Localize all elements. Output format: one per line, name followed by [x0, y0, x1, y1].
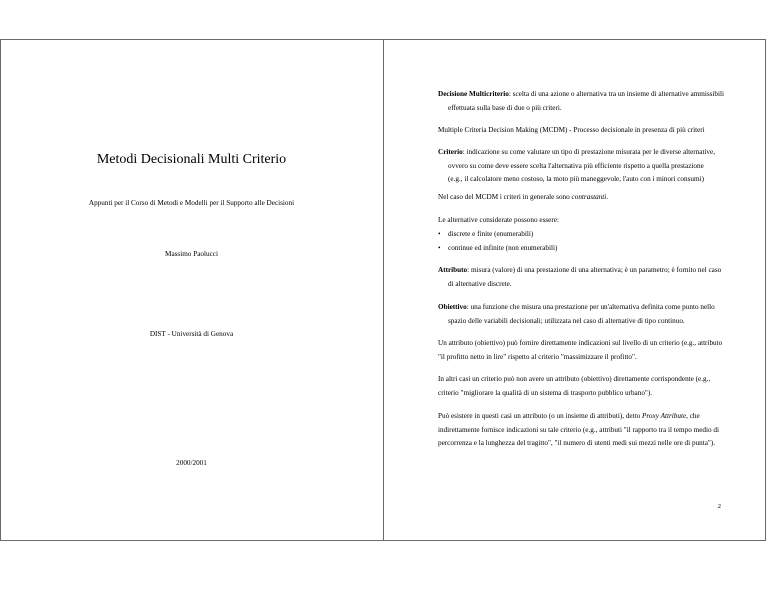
- document-title: Metodi Decisionali Multi Criterio: [96, 152, 287, 167]
- contrast-sentence: [438, 191, 728, 205]
- definition-text: di alternative discrete.: [448, 279, 512, 288]
- paragraph-text: criterio "migliorare la qualità di un sistema di trasporto pubblico urbano").: [438, 388, 653, 397]
- institution-name: DIST - Università di Genova: [149, 330, 234, 338]
- definition-text: : indicazione su come valutare un tipo di prestazione misurata per le diverse alternative,: [462, 148, 716, 156]
- paragraph-attributo-diretto: [438, 329, 728, 364]
- paragraph-text: "il profitto netto in lire" rispetto al criterio "massimizzare il profitto".: [438, 352, 637, 361]
- paragraph-proxy-attribute: [438, 410, 728, 451]
- term-attributo: Attributo: [438, 266, 468, 274]
- right-page: [384, 39, 766, 541]
- alternatives-intro: Le alternative considerate possono essere:: [438, 216, 559, 224]
- term-obiettivo: Obiettivo: [438, 303, 467, 311]
- list-item: [438, 242, 728, 256]
- paragraph-criterio-senza-attributo: [438, 373, 728, 400]
- definition-text: : scelta di una azione o alternativa tra un insieme di alternative ammissibili: [508, 90, 725, 98]
- paragraph-text: Può esistere in questi casi un attributo (o un insieme di attributi), detto: [438, 412, 643, 420]
- paragraph-text: indirettamente fornisce indicazioni su tale criterio (e.g., attributi "il rapporto tra il tempo medio di: [438, 425, 719, 434]
- definition-text: effettuata sulla base di due o più criteri.: [448, 103, 562, 112]
- definition-decisione-multicriterio: [438, 88, 728, 115]
- definition-text: spazio delle variabili decisionali; utilizzata nel caso di alternative di tipo continuo.: [448, 316, 685, 325]
- contrast-text: Nel caso del MCDM i criteri in generale sono: [438, 193, 572, 201]
- definition-text: : una funzione che misura una prestazione per un'alternativa definita come punto nello: [466, 303, 715, 311]
- paragraph-text: , che: [686, 412, 700, 420]
- term-decisione-multicriterio: Decisione Multicriterio: [438, 90, 509, 98]
- definition-criterio: [438, 146, 728, 187]
- definition-text: (e.g., il calcolatore meno costoso, la moto più maneggevole, l'auto con i minori consumi): [448, 175, 704, 183]
- list-item-text: discrete e finite (enumerabili): [448, 230, 534, 238]
- alternatives-list: [438, 228, 728, 255]
- paragraph-text: Un attributo (obiettivo) può fornire direttamente indicazioni sul livello di un criterio (e.g., attributo: [438, 339, 723, 347]
- paragraph-text: In altri casi un criterio può non avere un attributo (obiettivo) direttamente corrispondente (e.g.,: [438, 375, 711, 383]
- paragraph-text: percorrenza e la lunghezza del tragitto", "il numero di utenti medi sui mezzi nelle ore di punta").: [438, 439, 716, 447]
- page-number: 2: [717, 503, 721, 510]
- author-name: Massimo Paolucci: [165, 250, 218, 258]
- bullet-icon: •: [438, 230, 441, 238]
- mcdm-line: Multiple Criteria Decision Making (MCDM) - Processo decisionale in presenza di più criteri: [438, 126, 705, 134]
- emphasis-contrastanti: contrastanti: [571, 193, 607, 201]
- left-page: [0, 39, 383, 541]
- term-criterio: Criterio: [438, 148, 463, 156]
- definition-text: ovvero su come deve essere scelta l'alternativa più efficiente rispetto a quella prestazione: [448, 161, 704, 170]
- definition-attributo: [438, 264, 728, 291]
- definition-obiettivo: [438, 301, 728, 328]
- bullet-icon: •: [438, 243, 441, 252]
- contrast-end: .: [606, 193, 609, 201]
- list-item-text: continue ed infinite (non enumerabili): [448, 243, 558, 252]
- emphasis-proxy-attribute: Proxy Attribute: [642, 412, 687, 420]
- list-item: [438, 228, 728, 242]
- document-subtitle: Appunti per il Corso di Metodi e Modelli per il Supporto alle Decisioni: [88, 199, 295, 207]
- definition-text: : misura (valore) di una prestazione di una alternativa; è un parametro; è fornito nel caso: [467, 266, 722, 274]
- academic-year: 2000/2001: [176, 459, 207, 467]
